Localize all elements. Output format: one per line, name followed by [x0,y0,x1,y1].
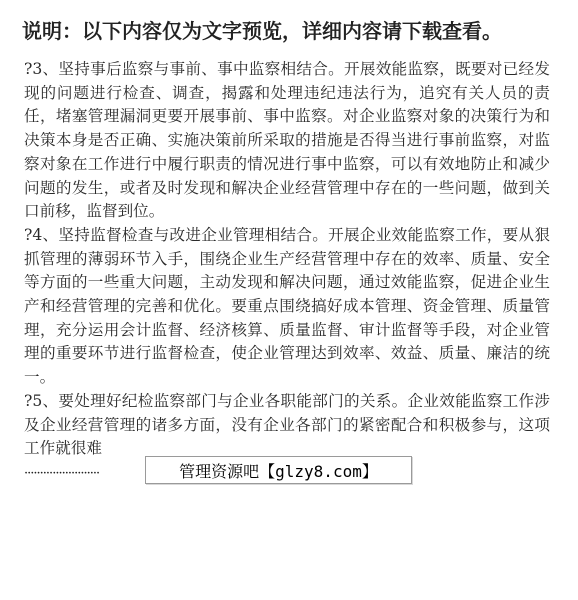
paragraph-4: ?4、坚持监督检查与改进企业管理相结合。开展企业效能监察工作，要从狠抓管理的薄弱环节入手，围绕企业生产经营管理中存在的效率、质量、安全等方面的一些重大问题，主动发现和解决问题，通过效能监察，促进企业生产和经营管理的完善和优化。要重点围绕搞好成本管理、资金管理、质量管理，充分运用会计监督、经济核算、质量监督、审计监督等手段，对企业管理的重要环节进行监督检查，使企业管理达到效率、效益、质量、廉洁的统一。 [24,225,550,387]
document-body [24,58,550,483]
truncation-ellipsis: ························ [24,465,100,481]
preview-notice: 说明：以下内容仅为文字预览，详细内容请下载查看。 [22,19,502,43]
site-watermark: 管理资源吧【glzy8.com】 [145,456,412,484]
paragraph-3: ?3、坚持事后监察与事前、事中监察相结合。开展效能监察，既要对已经发现的问题进行检查、调查，揭露和处理违纪违法行为，追究有关人员的责任，堵塞管理漏洞更要开展事前、事中监察。对企业监察对象的决策行为和决策本身是否正确、实施决策前所采取的措施是否得当进行事前监察，对监察对象在工作进行中履行职责的情况进行事中监察，可以有效地防止和减少问题的发生，或者及时发现和解决企业经营管理中存在的一些问题，做到关口前移，监督到位。 [24,60,550,221]
paragraph-5: ?5、要处理好纪检监察部门与企业各职能部门的关系。企业效能监察工作涉及企业经营管理的诸多方面，没有企业各部门的紧密配合和积极参与，这项工作就很难 [24,391,550,458]
